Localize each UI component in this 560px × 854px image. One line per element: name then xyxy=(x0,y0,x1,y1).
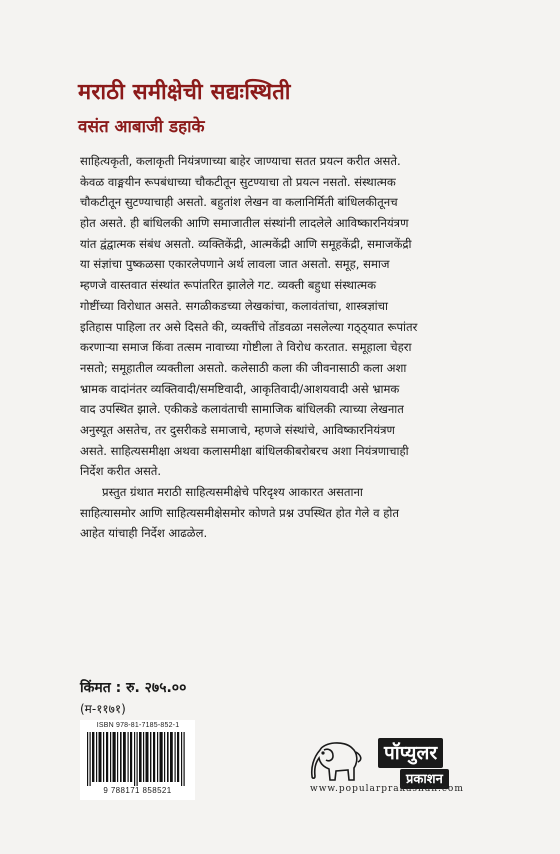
publisher-sub: प्रकाशन xyxy=(400,769,449,789)
blurb-line: आहेत यांचाही निर्देश आढळेल. xyxy=(80,526,208,541)
blurb-line: साहित्यकृती, कलाकृती नियंत्रणाच्या बाहेर जाण्याचा सतत प्रयत्न करीत असते. xyxy=(80,154,401,168)
price-label: किंमत : रु. २७५.०० xyxy=(80,680,187,696)
blurb-line: नसतो; समूहातील व्यक्तीला असतो. कलेसाठी कला की जीवनासाठी कला अशा xyxy=(80,360,407,375)
blurb-line: भ्रामक वादांनंतर व्यक्तिवादी/समष्टिवादी, आकृतिवादी/आशयवादी असे भ्रामक xyxy=(80,381,400,396)
blurb-line: चौकटीतून सुटण्याचाही असतो. बहुतांश लेखन वा कलानिर्मिती बांधिलकीतूनच xyxy=(80,195,398,210)
blurb-line: प्रस्तुत ग्रंथात मराठी साहित्यसमीक्षेचे परिदृश्य आकारत असताना xyxy=(102,485,363,499)
book-title: मराठी समीक्षेची सद्यःस्थिती xyxy=(78,80,291,105)
publisher-website: www.popularprakashan.com xyxy=(310,784,464,794)
barcode-number: 9 788171 858521 xyxy=(103,786,172,795)
publisher-name: पॉप्युलर xyxy=(378,738,443,768)
elephant-icon xyxy=(306,738,370,786)
blurb-line: इतिहास पाहिला तर असे दिसते की, व्यक्तींचे तोंडवळा नसलेल्या गठ्ठ्यात रूपांतर xyxy=(80,319,418,334)
blurb-line: करणाऱ्या समाज किंवा तत्सम नावाच्या गोष्टीला ते विरोध करतात. समूहाला चेहरा xyxy=(80,340,412,355)
isbn-text: ISBN 978-81-7185-852-1 xyxy=(96,722,180,729)
barcode-bars-icon xyxy=(83,732,193,786)
blurb-line: होत असते. ही बांधिलकी आणि समाजातील संस्थांनी लादलेले आविष्कारनियंत्रण xyxy=(80,216,409,231)
blurb-line: या संज्ञांचा पुष्कळसा एकारलेपणाने अर्थ लावला जात असतो. समूह, समाज xyxy=(80,257,390,272)
catalog-code: (म-११७१) xyxy=(80,702,126,716)
blurb-line: निर्देश करीत असते. xyxy=(80,464,162,479)
blurb-line: असते. साहित्यसमीक्षा अथवा कलासमीक्षा बांधिलकीबरोबरच अशा नियंत्रणाचाही xyxy=(80,443,409,458)
blurb-line: यांत द्वंद्वात्मक संबंध असतो. व्यक्तिकेंद्री, आत्मकेंद्री आणि समूहकेंद्री, समाजकेंद्री xyxy=(80,236,412,251)
blurb-line: वाद उपस्थित झाले. एकीकडे कलावंताची सामाजिक बांधिलकी त्याच्या लेखनात xyxy=(80,402,404,417)
blurb-line: केवळ वाङ्मयीन रूपबंधाच्या चौकटीतून सुटण्याचा तो प्रयत्न नसतो. संस्थात्मक xyxy=(80,174,396,189)
blurb-line: साहित्यासमोर आणि साहित्यसमीक्षेसमोर कोणते प्रश्न उपस्थित होत गेले व होत xyxy=(80,505,399,520)
book-author: वसंत आबाजी डहाके xyxy=(78,117,205,137)
barcode xyxy=(80,720,195,800)
blurb-line: म्हणजे वास्तवात संस्थांत रूपांतरित झालेले गट. व्यक्ती बहुधा संस्थात्मक xyxy=(80,278,377,293)
blurb-line: अनुस्यूत असतेच, तर दुसरीकडे समाजाचे, म्हणजे संस्थांचे, आविष्कारनियंत्रण xyxy=(80,422,395,437)
blurb xyxy=(80,151,520,544)
blurb-line: गोष्टींच्या विरोधात असते. सगळीकडच्या लेखकांचा, कलावंतांचा, शास्त्रज्ञांचा xyxy=(80,298,389,313)
